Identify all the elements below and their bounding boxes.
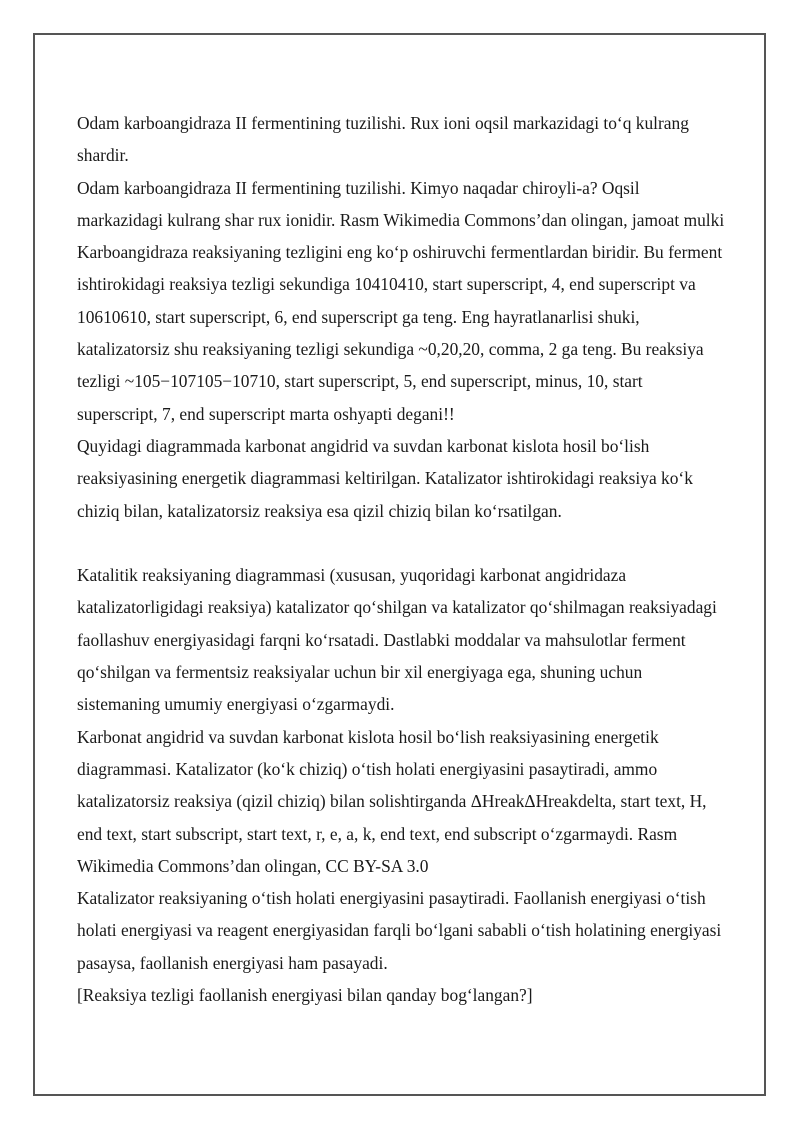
transition-state-paragraph: Katalizator reaksiyaning o‘tish holati energiyasini pasaytiradi. Faollanish energiyasi o‘tish holati energiyasi va reagent energiyasidan farqli bo‘lgani sababli o‘tish holatining energiyasi pasaysa, faollanish energiyasi ham pasayadi. xyxy=(77,888,722,973)
document-body xyxy=(77,107,727,1011)
reaction-rate-paragraph: Karboangidraza reaksiyaning tezligini eng ko‘p oshiruvchi fermentlardan biridir. Bu ferment ishtirokidagi reaksiya tezligi sekundiga 10410410, start superscript, 4, end superscript va 10610610, start superscript, 6, end superscript ga teng. Eng hayratlanarlisi shuki, katalizatorsiz shu reaksiyaning tezligi sekundiga ~0,20,20, comma, 2 ga teng. Bu reaksiya tezligi ~105−107105−10710, start superscript, 5, end superscript, minus, 10, start superscript, 7, end superscript marta oshyapti degani!! xyxy=(77,242,723,424)
figure-caption-detail: Odam karboangidraza II fermentining tuzilishi. Kimyo naqadar chiroyli-a? Oqsil markazidagi kulrang shar rux ionidir. Rasm Wikimedia Commons’dan olingan, jamoat mulki xyxy=(77,177,725,230)
blank-line xyxy=(77,527,727,559)
energy-diagram-caption: Karbonat angidrid va suvdan karbonat kislota hosil bo‘lish reaksiyasining energetik diagrammasi. Katalizator (ko‘k chiziq) o‘tish holati energiyasini pasaytiradi, ammo katalizatorsiz reaksiya (qizil chiziq) bilan solishtirganda ΔHreakΔHreakdelta, start text, H, end text, start subscript, start text, r, e, a, k, end text, end subscript o‘zgarmaydi. Rasm Wikimedia Commons’dan olingan, CC BY-SA 3.0 xyxy=(77,726,707,876)
catalytic-diagram-paragraph: Katalitik reaksiyaning diagrammasi (xususan, yuqoridagi karbonat angidridaza katalizatorligidagi reaksiya) katalizator qo‘shilgan va katalizator qo‘shilmagan reaksiyadagi faollashuv energiyasidagi farqni ko‘rsatadi. Dastlabki moddalar va mahsulotlar ferment qo‘shilgan va fermentsiz reaksiyalar uchun bir xil energiyaga ega, shuning uchun sistemaning umumiy energiyasi o‘zgarmaydi. xyxy=(77,565,717,715)
diagram-intro-paragraph: Quyidagi diagrammada karbonat angidrid va suvdan karbonat kislota hosil bo‘lish reaksiyasining energetik diagrammasi keltirilgan. Katalizator ishtirokidagi reaksiya ko‘k chiziq bilan, katalizatorsiz reaksiya esa qizil chiziq bilan ko‘rsatilgan. xyxy=(77,435,693,521)
question-link[interactable]: [Reaksiya tezligi faollanish energiyasi bilan qanday bog‘langan?] xyxy=(77,985,533,1006)
figure-caption-title: Odam karboangidraza II fermentining tuzilishi. Rux ioni oqsil markazidagi to‘q kulrang shardir. xyxy=(77,113,689,166)
